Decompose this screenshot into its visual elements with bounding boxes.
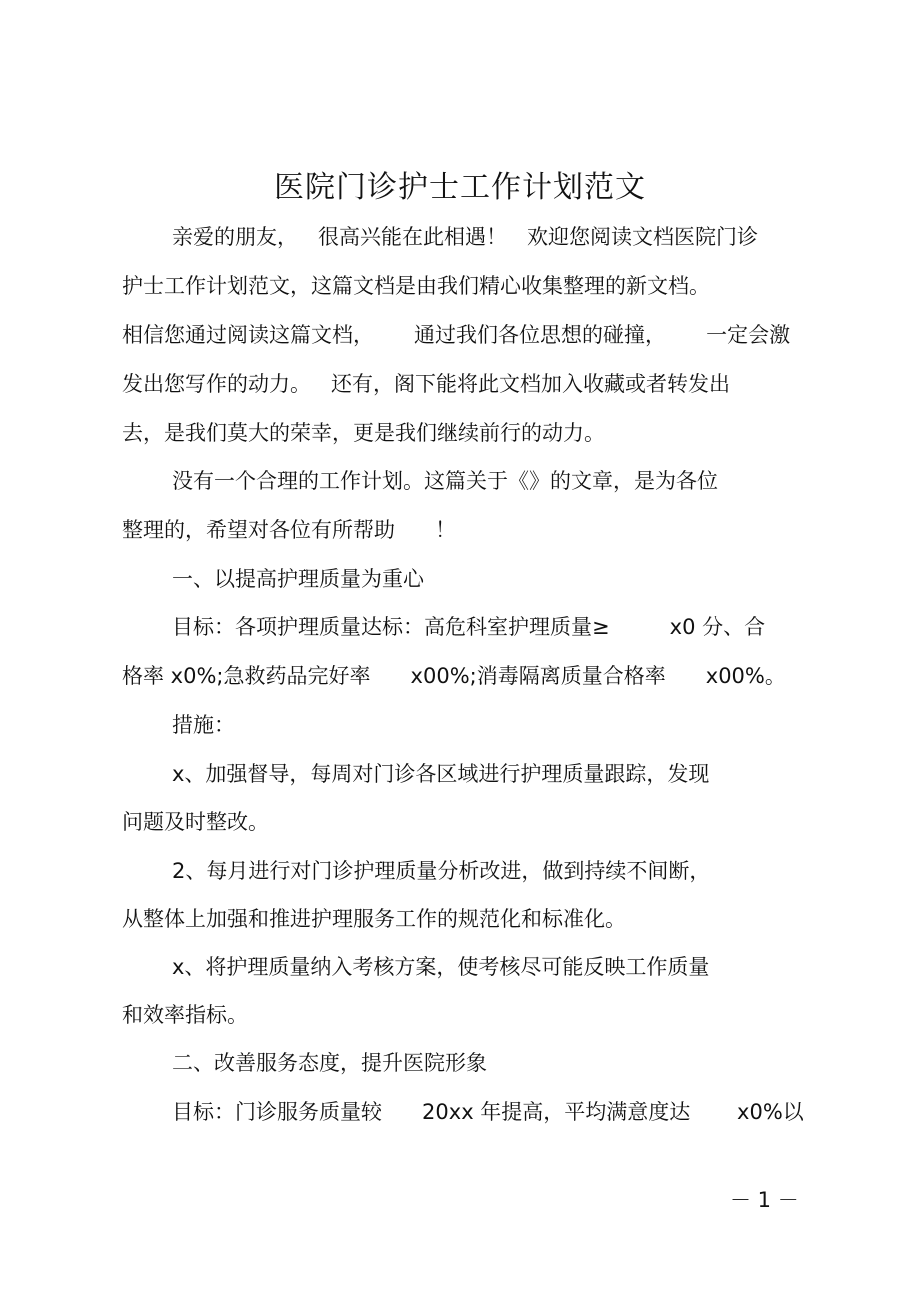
paragraph-line: 格率 x0%;急救药品完好率 x00%;消毒隔离质量合格率 x00%。	[122, 664, 786, 688]
page-number: － 1 －	[730, 1188, 799, 1212]
paragraph-line: 2、每月进行对门诊护理质量分析改进，做到持续不间断，	[172, 859, 711, 883]
paragraph-line: 亲爱的朋友， 很高兴能在此相遇！ 欢迎您阅读文档医院门诊	[172, 225, 759, 249]
paragraph-line: 目标：各项护理质量达标：高危科室护理质量≥ x0 分、合	[172, 615, 766, 639]
paragraph-line: 去，是我们莫大的荣幸，更是我们继续前行的动力。	[122, 421, 605, 445]
paragraph-line: 没有一个合理的工作计划。这篇关于《》的文章，是为各位	[172, 469, 718, 493]
paragraph-line: 相信您通过阅读这篇文档， 通过我们各位思想的碰撞， 一定会激	[122, 323, 791, 347]
paragraph-line: x、加强督导，每周对门诊各区域进行护理质量跟踪，发现	[172, 762, 710, 786]
document-title: 医院门诊护士工作计划范文	[274, 170, 646, 205]
section-heading: 一、以提高护理质量为重心	[172, 567, 424, 591]
paragraph-line: 发出您写作的动力。 还有，阁下能将此文档加入收藏或者转发出	[122, 372, 731, 396]
paragraph-line: 措施：	[172, 713, 235, 737]
paragraph-line: 目标：门诊服务质量较 20xx 年提高，平均满意度达 x0%以	[172, 1100, 804, 1124]
paragraph-line: 和效率指标。	[122, 1003, 248, 1027]
paragraph-line: 护士工作计划范文，这篇文档是由我们精心收集整理的新文档。	[122, 274, 710, 298]
paragraph-line: 从整体上加强和推进护理服务工作的规范化和标准化。	[122, 907, 626, 931]
paragraph-line: x、将护理质量纳入考核方案，使考核尽可能反映工作质量	[172, 955, 710, 979]
paragraph-line: 整理的，希望对各位有所帮助 ！	[122, 518, 457, 542]
paragraph-line: 问题及时整改。	[122, 810, 269, 834]
section-heading: 二、改善服务态度，提升医院形象	[172, 1051, 487, 1075]
